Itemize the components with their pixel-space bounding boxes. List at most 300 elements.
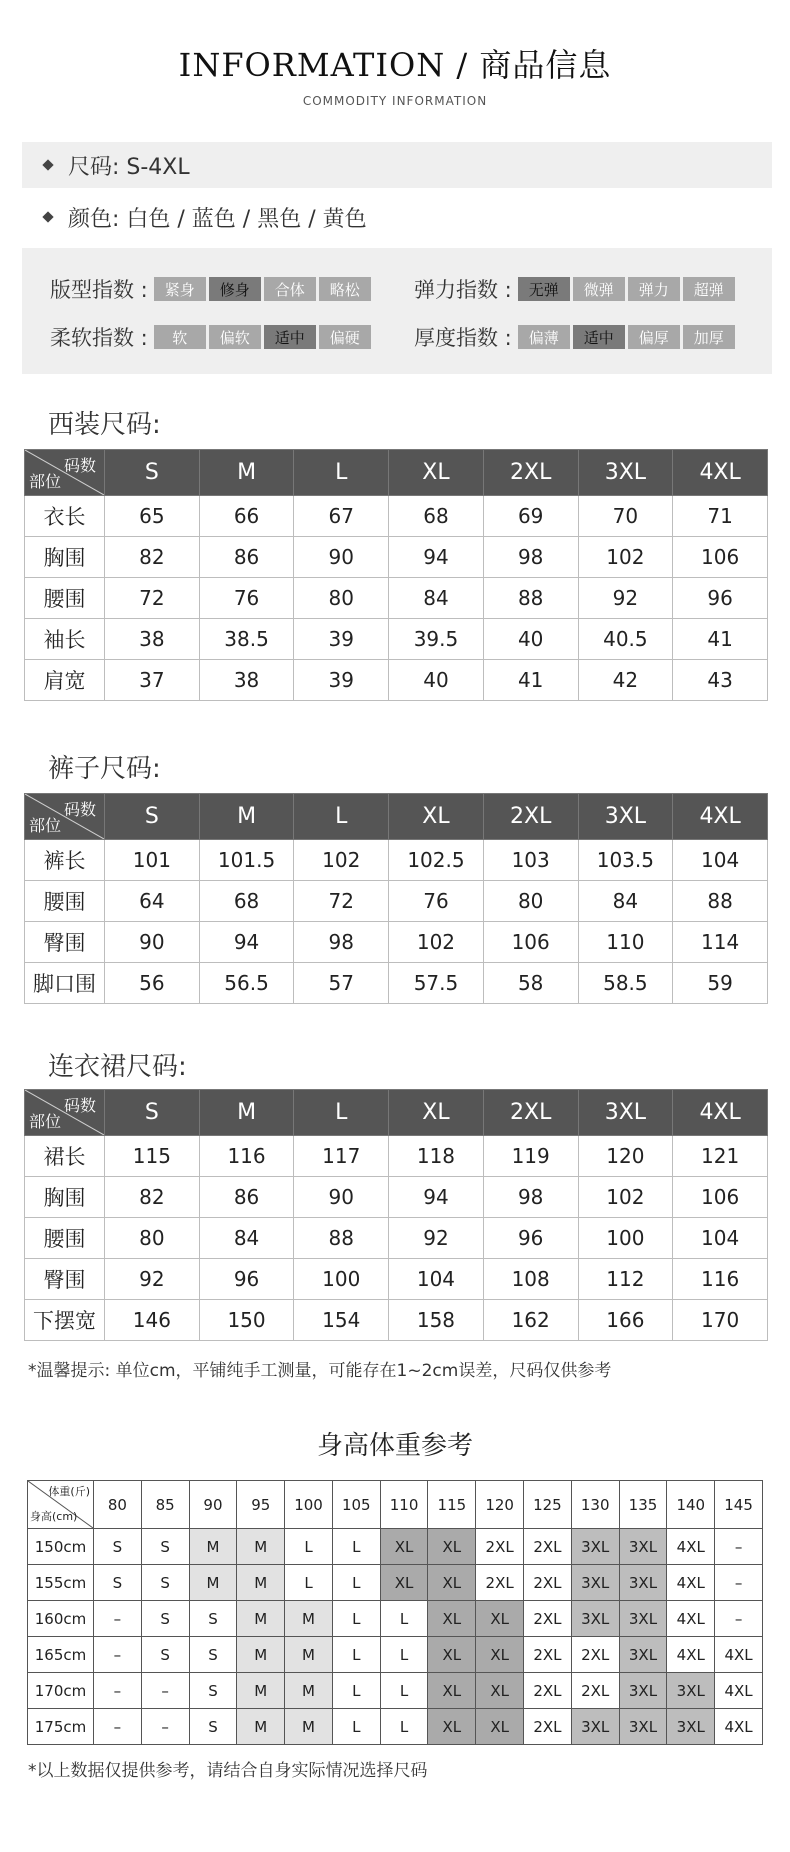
size-recommendation-cell: XL xyxy=(428,1637,476,1673)
size-recommendation-cell: XL xyxy=(476,1601,524,1637)
size-recommendation-cell: M xyxy=(189,1529,237,1565)
size-recommendation-cell: M xyxy=(285,1673,333,1709)
measurement-cell: 72 xyxy=(294,881,389,922)
measurement-cell: 98 xyxy=(483,537,578,578)
table-row xyxy=(25,881,768,922)
corner-size-label: 码数 xyxy=(63,456,96,475)
size-header-S: S xyxy=(105,1090,200,1136)
height-label: 160cm xyxy=(28,1601,94,1637)
elastic-index xyxy=(414,274,738,304)
size-recommendation-cell: M xyxy=(237,1709,285,1745)
size-header-L: L xyxy=(294,1090,389,1136)
weight-header: 80 xyxy=(94,1481,142,1529)
fit-index-label: 版型指数 : xyxy=(50,278,148,302)
dress-table-body xyxy=(25,1136,768,1341)
row-label: 衣长 xyxy=(25,496,105,537)
size-header-4XL: 4XL xyxy=(673,1090,768,1136)
weight-header: 100 xyxy=(285,1481,333,1529)
size-recommendation-cell: 3XL xyxy=(619,1709,667,1745)
soft-tag: 适中 xyxy=(264,325,316,349)
measurement-cell: 86 xyxy=(199,1177,294,1218)
corner-size-label: 码数 xyxy=(63,800,96,819)
measurement-cell: 92 xyxy=(578,578,673,619)
table-row xyxy=(25,578,768,619)
size-recommendation-cell: – xyxy=(715,1565,763,1601)
dress-section-title: 连衣裙尺码: xyxy=(48,1052,187,1082)
measurement-cell: 104 xyxy=(673,1218,768,1259)
measurement-cell: 39 xyxy=(294,660,389,701)
page-title: INFORMATION / 商品信息 xyxy=(178,46,612,84)
measurement-cell: 96 xyxy=(483,1218,578,1259)
height-label: 155cm xyxy=(28,1565,94,1601)
size-recommendation-cell: S xyxy=(94,1529,142,1565)
suit-table-head xyxy=(25,450,768,496)
size-recommendation-cell: M xyxy=(237,1601,285,1637)
dress-table-head xyxy=(25,1090,768,1136)
row-label: 肩宽 xyxy=(25,660,105,701)
pants-size-table xyxy=(24,793,768,1004)
table-row xyxy=(28,1637,763,1673)
size-recommendation-cell: 4XL xyxy=(715,1709,763,1745)
measurement-cell: 38 xyxy=(199,660,294,701)
size-recommendation-cell: 2XL xyxy=(476,1565,524,1601)
measurement-cell: 102 xyxy=(294,840,389,881)
measurement-cell: 103 xyxy=(483,840,578,881)
measurement-cell: 166 xyxy=(578,1300,673,1341)
measurement-cell: 90 xyxy=(105,922,200,963)
size-recommendation-cell: – xyxy=(715,1529,763,1565)
size-recommendation-cell: 2XL xyxy=(524,1529,572,1565)
measurement-cell: 117 xyxy=(294,1136,389,1177)
size-recommendation-cell: 4XL xyxy=(667,1529,715,1565)
size-recommendation-cell: M xyxy=(285,1709,333,1745)
size-recommendation-cell: 4XL xyxy=(667,1637,715,1673)
size-recommendation-cell: M xyxy=(285,1637,333,1673)
table-row xyxy=(28,1673,763,1709)
weight-header: 130 xyxy=(571,1481,619,1529)
size-recommendation-cell: 2XL xyxy=(524,1601,572,1637)
color-row xyxy=(22,194,772,240)
size-recommendation-cell: 2XL xyxy=(571,1637,619,1673)
size-header-3XL: 3XL xyxy=(578,1090,673,1136)
thick-index xyxy=(414,322,738,352)
size-header-XL: XL xyxy=(389,450,484,496)
measurement-cell: 119 xyxy=(483,1136,578,1177)
measurement-cell: 43 xyxy=(673,660,768,701)
measurement-cell: 56 xyxy=(105,963,200,1004)
measurement-cell: 70 xyxy=(578,496,673,537)
corner-header-cell xyxy=(25,794,105,840)
size-recommendation-cell: 4XL xyxy=(667,1565,715,1601)
suit-header-row xyxy=(25,450,768,496)
measurement-cell: 92 xyxy=(105,1259,200,1300)
measurement-cell: 66 xyxy=(199,496,294,537)
size-recommendation-cell: – xyxy=(94,1709,142,1745)
height-weight-table xyxy=(27,1480,763,1745)
table-row xyxy=(28,1709,763,1745)
row-label: 腰围 xyxy=(25,578,105,619)
size-recommendation-cell: L xyxy=(332,1673,380,1709)
fit-index xyxy=(50,274,374,304)
height-axis-label: 身高(cm) xyxy=(30,1510,78,1523)
weight-header: 145 xyxy=(715,1481,763,1529)
thick-tag: 偏薄 xyxy=(518,325,570,349)
measurement-cell: 108 xyxy=(483,1259,578,1300)
row-label: 裙长 xyxy=(25,1136,105,1177)
diamond-bullet-icon xyxy=(42,159,53,170)
reference-title: 身高体重参考 xyxy=(316,1431,473,1461)
height-label: 150cm xyxy=(28,1529,94,1565)
size-recommendation-cell: – xyxy=(141,1673,189,1709)
size-recommendation-cell: 2XL xyxy=(571,1673,619,1709)
measurement-cell: 170 xyxy=(673,1300,768,1341)
measurement-cell: 90 xyxy=(294,537,389,578)
thick-index-tags xyxy=(518,325,738,349)
measurement-cell: 88 xyxy=(673,881,768,922)
measurement-cell: 37 xyxy=(105,660,200,701)
size-recommendation-cell: 3XL xyxy=(619,1637,667,1673)
thick-index-label: 厚度指数 : xyxy=(414,326,512,350)
soft-tag: 软 xyxy=(154,325,206,349)
size-header-4XL: 4XL xyxy=(673,450,768,496)
size-recommendation-cell: 3XL xyxy=(619,1565,667,1601)
measurement-cell: 92 xyxy=(389,1218,484,1259)
table-row xyxy=(28,1529,763,1565)
size-recommendation-cell: 3XL xyxy=(571,1601,619,1637)
measurement-cell: 82 xyxy=(105,1177,200,1218)
measurement-cell: 40 xyxy=(389,660,484,701)
weight-header: 105 xyxy=(332,1481,380,1529)
table-row xyxy=(28,1565,763,1601)
measurement-cell: 40.5 xyxy=(578,619,673,660)
size-recommendation-cell: L xyxy=(285,1565,333,1601)
size-recommendation-cell: L xyxy=(285,1529,333,1565)
measurement-cell: 101 xyxy=(105,840,200,881)
measurement-cell: 69 xyxy=(483,496,578,537)
measurement-cell: 80 xyxy=(294,578,389,619)
measurement-cell: 116 xyxy=(199,1136,294,1177)
size-recommendation-cell: M xyxy=(237,1529,285,1565)
table-row xyxy=(25,963,768,1004)
corner-part-label: 部位 xyxy=(29,1112,62,1131)
row-label: 下摆宽 xyxy=(25,1300,105,1341)
size-recommendation-cell: S xyxy=(189,1601,237,1637)
measurement-cell: 39.5 xyxy=(389,619,484,660)
measurement-cell: 68 xyxy=(199,881,294,922)
measurement-cell: 102 xyxy=(578,1177,673,1218)
fabric-indices-panel xyxy=(22,248,772,374)
dress-size-table xyxy=(24,1089,768,1341)
table-row xyxy=(25,840,768,881)
size-recommendation-cell: – xyxy=(141,1709,189,1745)
size-recommendation-cell: XL xyxy=(380,1565,428,1601)
table-row xyxy=(25,1177,768,1218)
row-label: 胸围 xyxy=(25,1177,105,1218)
measurement-cell: 118 xyxy=(389,1136,484,1177)
size-recommendation-cell: XL xyxy=(476,1673,524,1709)
weight-header: 135 xyxy=(619,1481,667,1529)
page-header xyxy=(0,40,790,108)
measurement-cell: 71 xyxy=(673,496,768,537)
measurement-cell: 82 xyxy=(105,537,200,578)
size-recommendation-cell: M xyxy=(237,1637,285,1673)
table-row xyxy=(25,1136,768,1177)
size-recommendation-cell: 2XL xyxy=(476,1529,524,1565)
measurement-cell: 65 xyxy=(105,496,200,537)
corner-header-cell xyxy=(25,450,105,496)
size-recommendation-cell: S xyxy=(141,1637,189,1673)
measurement-cell: 88 xyxy=(483,578,578,619)
fit-tag: 修身 xyxy=(209,277,261,301)
table-row xyxy=(25,496,768,537)
size-header-2XL: 2XL xyxy=(483,450,578,496)
measurement-cell: 154 xyxy=(294,1300,389,1341)
size-recommendation-cell: 2XL xyxy=(524,1565,572,1601)
fit-index-tags xyxy=(154,277,374,301)
size-header-M: M xyxy=(199,794,294,840)
row-label: 胸围 xyxy=(25,537,105,578)
fit-tag: 合体 xyxy=(264,277,316,301)
size-recommendation-cell: – xyxy=(94,1601,142,1637)
measurement-cell: 59 xyxy=(673,963,768,1004)
measurement-cell: 98 xyxy=(483,1177,578,1218)
size-recommendation-cell: – xyxy=(94,1673,142,1709)
size-header-S: S xyxy=(105,794,200,840)
elastic-tag: 弹力 xyxy=(628,277,680,301)
size-recommendation-cell: 4XL xyxy=(715,1637,763,1673)
measurement-cell: 101.5 xyxy=(199,840,294,881)
size-header-M: M xyxy=(199,450,294,496)
soft-index xyxy=(50,322,374,352)
measurement-cell: 80 xyxy=(483,881,578,922)
row-label: 腰围 xyxy=(25,881,105,922)
size-header-3XL: 3XL xyxy=(578,450,673,496)
measurement-cell: 110 xyxy=(578,922,673,963)
fit-tag: 紧身 xyxy=(154,277,206,301)
size-recommendation-cell: S xyxy=(94,1565,142,1601)
measurement-cell: 90 xyxy=(294,1177,389,1218)
size-recommendation-cell: XL xyxy=(476,1709,524,1745)
measurement-cell: 41 xyxy=(673,619,768,660)
size-recommendation-cell: XL xyxy=(380,1529,428,1565)
table-row xyxy=(25,1259,768,1300)
weight-header: 90 xyxy=(189,1481,237,1529)
height-label: 175cm xyxy=(28,1709,94,1745)
size-recommendation-cell: 3XL xyxy=(571,1529,619,1565)
suit-size-table xyxy=(24,449,768,701)
measurement-cell: 94 xyxy=(389,1177,484,1218)
size-recommendation-cell: XL xyxy=(428,1601,476,1637)
thick-tag: 偏厚 xyxy=(628,325,680,349)
size-header-M: M xyxy=(199,1090,294,1136)
measurement-cell: 114 xyxy=(673,922,768,963)
size-recommendation-cell: 4XL xyxy=(715,1673,763,1709)
row-label: 臀围 xyxy=(25,1259,105,1300)
suit-section-title: 西装尺码: xyxy=(48,410,161,440)
pants-section-title: 裤子尺码: xyxy=(48,754,161,784)
size-recommendation-cell: 4XL xyxy=(667,1601,715,1637)
measurement-cell: 42 xyxy=(578,660,673,701)
measurement-cell: 162 xyxy=(483,1300,578,1341)
size-recommendation-cell: L xyxy=(332,1601,380,1637)
corner-header-cell xyxy=(25,1090,105,1136)
corner-part-label: 部位 xyxy=(29,472,62,491)
corner-size-label: 码数 xyxy=(63,1096,96,1115)
size-recommendation-cell: L xyxy=(332,1637,380,1673)
measurement-cell: 56.5 xyxy=(199,963,294,1004)
table-row xyxy=(25,537,768,578)
size-recommendation-cell: L xyxy=(332,1565,380,1601)
suit-table-body xyxy=(25,496,768,701)
size-recommendation-cell: L xyxy=(380,1673,428,1709)
measurement-cell: 102 xyxy=(578,537,673,578)
measurement-cell: 84 xyxy=(199,1218,294,1259)
size-header-2XL: 2XL xyxy=(483,1090,578,1136)
measurement-cell: 120 xyxy=(578,1136,673,1177)
measurement-cell: 67 xyxy=(294,496,389,537)
weight-header: 115 xyxy=(428,1481,476,1529)
measurement-cell: 102.5 xyxy=(389,840,484,881)
measurement-cell: 57.5 xyxy=(389,963,484,1004)
size-recommendation-cell: XL xyxy=(476,1637,524,1673)
weight-axis-label: 体重(斤) xyxy=(48,1485,90,1498)
measurement-cell: 40 xyxy=(483,619,578,660)
size-recommendation-cell: 3XL xyxy=(571,1565,619,1601)
size-recommendation-cell: M xyxy=(285,1601,333,1637)
measurement-cell: 72 xyxy=(105,578,200,619)
measurement-cell: 102 xyxy=(389,922,484,963)
measurement-cell: 98 xyxy=(294,922,389,963)
size-recommendation-cell: – xyxy=(715,1601,763,1637)
size-header-XL: XL xyxy=(389,1090,484,1136)
size-recommendation-cell: XL xyxy=(428,1529,476,1565)
page-subtitle: COMMODITY INFORMATION xyxy=(302,94,488,108)
weight-header: 95 xyxy=(237,1481,285,1529)
measurement-cell: 76 xyxy=(199,578,294,619)
measurement-cell: 38 xyxy=(105,619,200,660)
size-recommendation-cell: 3XL xyxy=(667,1709,715,1745)
size-recommendation-cell: L xyxy=(332,1529,380,1565)
size-header-S: S xyxy=(105,450,200,496)
size-recommendation-cell: S xyxy=(141,1601,189,1637)
size-recommendation-cell: S xyxy=(141,1529,189,1565)
size-recommendation-cell: S xyxy=(189,1637,237,1673)
row-label: 袖长 xyxy=(25,619,105,660)
measurement-cell: 158 xyxy=(389,1300,484,1341)
measurement-cell: 96 xyxy=(673,578,768,619)
elastic-index-tags xyxy=(518,277,738,301)
size-recommendation-cell: 3XL xyxy=(619,1673,667,1709)
measurement-cell: 84 xyxy=(389,578,484,619)
measurement-cell: 112 xyxy=(578,1259,673,1300)
measurement-cell: 38.5 xyxy=(199,619,294,660)
measurement-cell: 57 xyxy=(294,963,389,1004)
thick-tag: 适中 xyxy=(573,325,625,349)
weight-header: 140 xyxy=(667,1481,715,1529)
size-recommendation-cell: XL xyxy=(428,1709,476,1745)
pants-header-row xyxy=(25,794,768,840)
diamond-bullet-icon xyxy=(42,211,53,222)
measurement-cell: 150 xyxy=(199,1300,294,1341)
size-header-L: L xyxy=(294,450,389,496)
weight-header: 120 xyxy=(476,1481,524,1529)
measurement-cell: 39 xyxy=(294,619,389,660)
soft-tag: 偏软 xyxy=(209,325,261,349)
size-recommendation-cell: 3XL xyxy=(667,1673,715,1709)
size-header-4XL: 4XL xyxy=(673,794,768,840)
corner-part-label: 部位 xyxy=(29,816,62,835)
reference-note: *以上数据仅提供参考，请结合自身实际情况选择尺码 xyxy=(28,1761,428,1781)
row-label: 裤长 xyxy=(25,840,105,881)
size-recommendation-cell: 2XL xyxy=(524,1709,572,1745)
measurement-note: *温馨提示: 单位cm，平铺纯手工测量，可能存在1~2cm误差，尺码仅供参考 xyxy=(28,1361,612,1381)
measurement-cell: 104 xyxy=(389,1259,484,1300)
table-row xyxy=(25,619,768,660)
size-recommendation-cell: L xyxy=(332,1709,380,1745)
measurement-cell: 58.5 xyxy=(578,963,673,1004)
table-row xyxy=(25,1300,768,1341)
size-recommendation-cell: L xyxy=(380,1709,428,1745)
elastic-tag: 微弹 xyxy=(573,277,625,301)
size-recommendation-cell: M xyxy=(237,1565,285,1601)
measurement-cell: 41 xyxy=(483,660,578,701)
measurement-cell: 84 xyxy=(578,881,673,922)
thick-tag: 加厚 xyxy=(683,325,735,349)
measurement-cell: 94 xyxy=(389,537,484,578)
size-recommendation-cell: S xyxy=(141,1565,189,1601)
size-recommendation-cell: 2XL xyxy=(524,1673,572,1709)
reference-body xyxy=(28,1529,763,1745)
measurement-cell: 104 xyxy=(673,840,768,881)
weight-header: 110 xyxy=(380,1481,428,1529)
measurement-cell: 146 xyxy=(105,1300,200,1341)
table-row xyxy=(25,922,768,963)
measurement-cell: 106 xyxy=(483,922,578,963)
measurement-cell: 106 xyxy=(673,1177,768,1218)
measurement-cell: 121 xyxy=(673,1136,768,1177)
measurement-cell: 103.5 xyxy=(578,840,673,881)
measurement-cell: 76 xyxy=(389,881,484,922)
size-range-row xyxy=(22,142,772,188)
soft-index-label: 柔软指数 : xyxy=(50,326,148,350)
size-recommendation-cell: S xyxy=(189,1673,237,1709)
size-recommendation-cell: M xyxy=(189,1565,237,1601)
size-recommendation-cell: M xyxy=(237,1673,285,1709)
dress-header-row xyxy=(25,1090,768,1136)
size-recommendation-cell: – xyxy=(94,1637,142,1673)
table-row xyxy=(28,1601,763,1637)
size-recommendation-cell: 3XL xyxy=(619,1601,667,1637)
reference-header-row xyxy=(28,1481,763,1529)
size-recommendation-cell: XL xyxy=(428,1565,476,1601)
pants-table-head xyxy=(25,794,768,840)
elastic-index-label: 弹力指数 : xyxy=(414,278,512,302)
height-label: 170cm xyxy=(28,1673,94,1709)
size-header-3XL: 3XL xyxy=(578,794,673,840)
table-row xyxy=(25,660,768,701)
size-range-text: 尺码: S-4XL xyxy=(68,154,190,180)
size-recommendation-cell: S xyxy=(189,1709,237,1745)
size-recommendation-cell: 3XL xyxy=(619,1529,667,1565)
size-recommendation-cell: L xyxy=(380,1601,428,1637)
measurement-cell: 68 xyxy=(389,496,484,537)
size-header-2XL: 2XL xyxy=(483,794,578,840)
size-header-L: L xyxy=(294,794,389,840)
elastic-tag: 超弹 xyxy=(683,277,735,301)
row-label: 脚口围 xyxy=(25,963,105,1004)
measurement-cell: 80 xyxy=(105,1218,200,1259)
row-label: 腰围 xyxy=(25,1218,105,1259)
